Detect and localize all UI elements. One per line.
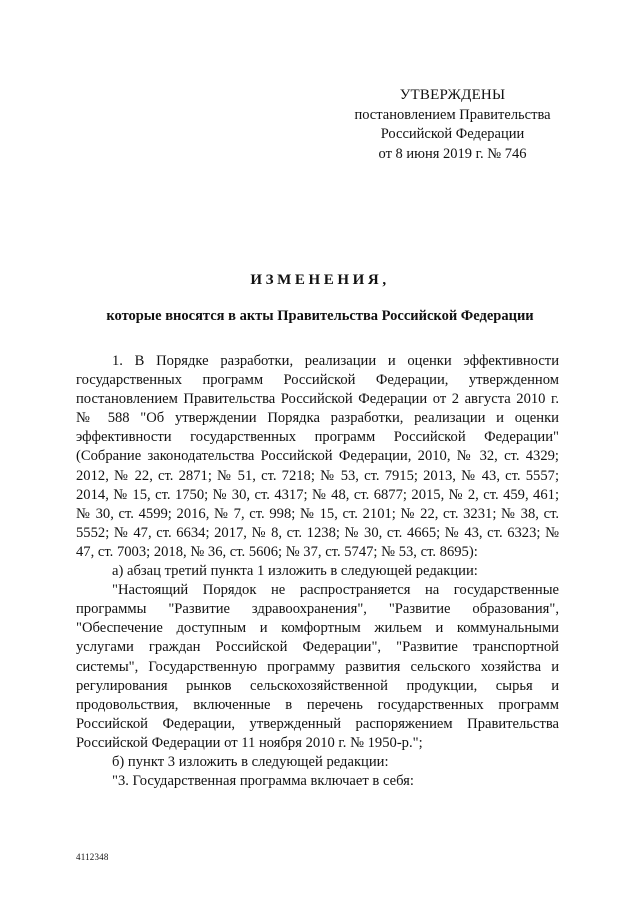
paragraph-1: 1. В Порядке разработки, реализации и оценки эффективности государственных программ Российской Федерации, утвержденном постановлением Правительства Российской Федерации от 2 августа 2010 г. № 588 "Об утверждении Порядка разработки, реализации и оценки эффективности государственных программ Российской Федерации" (Собрание законодательства Российской Федерации, 2010, № 32, ст. 4329; 2012, № 22, ст. 2871; № 51, ст. 7218; № 53, ст. 7915; 2013, № 43, ст. 5557; 2014, № 15, ст. 1750; № 30, ст. 4317; № 48, ст. 6877; 2015, № 2, ст. 459, 461; № 30, ст. 4599; 2016, № 7, ст. 998; № 15, ст. 2101; № 22, ст. 3231; № 38, ст. 5552; № 47, ст. 6634; 2017, № 8, ст. 1238; № 30, ст. 4665; № 43, ст. 6323; № 47, ст. 7003; 2018, № 36, ст. 5606; № 37, ст. 5747; № 53, ст. 8695): bbox=[76, 353, 559, 560]
approval-line-1: постановлением Правительства bbox=[354, 106, 551, 123]
document-subtitle: которые вносятся в акты Правительства Российской Федерации bbox=[106, 308, 534, 324]
paragraph-4: б) пункт 3 изложить в следующей редакции: bbox=[112, 753, 389, 770]
document-id: 4112348 bbox=[76, 852, 109, 862]
approval-line-2: Российской Федерации bbox=[380, 126, 525, 142]
document-title: ИЗМЕНЕНИЯ, bbox=[250, 272, 390, 288]
approval-stamp bbox=[320, 86, 585, 164]
approval-line-3: от 8 июня 2019 г. № 746 bbox=[378, 145, 527, 162]
paragraph-3: "Настоящий Порядок не распространяется на государственные программы "Развитие здравоохранения", "Развитие образования", "Обеспечение доступным и комфортным жильем и коммунальными услугами граждан Российской Федерации", "Развитие транспортной системы", Государственную программу развития сельского хозяйства и регулирования рынков сельскохозяйственной продукции, сырья и продовольствия, включенные в перечень государственных программ Российской Федерации, утвержденный распоряжением Правительства Российской Федерации от 11 ноября 2010 г. № 1950-р."; bbox=[76, 582, 559, 751]
paragraph-5: "3. Государственная программа включает в себя: bbox=[112, 773, 414, 790]
document-body bbox=[76, 352, 559, 791]
document-heading bbox=[0, 270, 640, 326]
approval-title: УТВЕРЖДЕНЫ bbox=[399, 87, 506, 103]
paragraph-2: а) абзац третий пункта 1 изложить в следующей редакции: bbox=[112, 563, 478, 580]
